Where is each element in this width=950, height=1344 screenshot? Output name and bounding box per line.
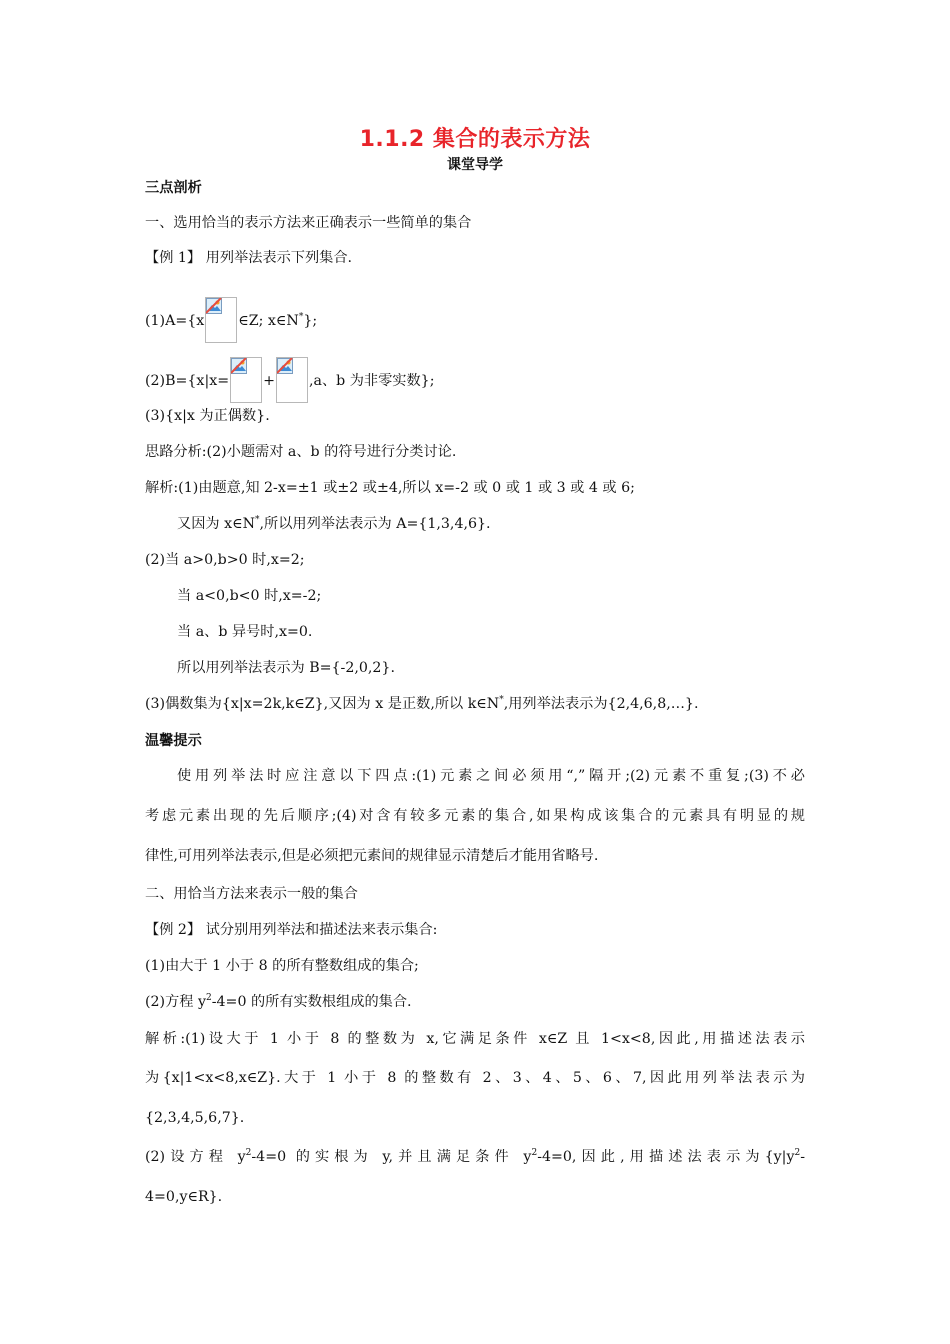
item1-text-b: ∈Z; x∈N xyxy=(238,313,299,329)
example2-prompt: 试分别用列举法和描述法来表示集合: xyxy=(205,922,438,938)
thinking-analysis: 思路分析:(2)小题需对 a、b 的符号进行分类讨论. xyxy=(145,444,457,460)
solution2-line2: 为{x|1<x<8,x∈Z}.大于 1 小于 8 的整数有 2、3、4、5、6、7,因此用列举法表示为 xyxy=(145,1070,805,1086)
sol2-l4-sup1: 2 xyxy=(245,1148,252,1158)
example1-label: 【例 1】 xyxy=(145,250,202,266)
sol2-l4-sup3: 2 xyxy=(794,1148,801,1158)
sol2-l4g: - xyxy=(800,1149,806,1165)
item2-plus: + xyxy=(263,373,275,389)
example2-item2 xyxy=(145,992,412,1012)
solution2-line3: {2,3,4,5,6,7}. xyxy=(145,1110,245,1126)
sol2-l4a: (2)设方程 y xyxy=(145,1149,246,1165)
example1-item2 xyxy=(145,357,435,403)
solution1-line3: (2)当 a>0,b>0 时,x=2; xyxy=(145,552,305,568)
example2-header xyxy=(145,920,437,940)
tip-line2: 考虑元素出现的先后顺序;(4)对含有较多元素的集合,如果构成该集合的元素具有明显的规 xyxy=(145,808,805,824)
item1-text-d: }; xyxy=(303,313,318,329)
solution1-line5: 当 a、b 异号时,x=0. xyxy=(177,624,313,640)
solution1-line6: 所以用列举法表示为 B={-2,0,2}. xyxy=(177,660,395,676)
broken-image-icon xyxy=(230,357,262,403)
part1-heading: 一、选用恰当的表示方法来正确表示一些简单的集合 xyxy=(145,215,472,231)
sol1-l2c: ,所以用列举法表示为 A={1,3,4,6}. xyxy=(259,516,491,532)
tip-heading: 温馨提示 xyxy=(145,733,202,749)
item1-text-a: (1)A={x xyxy=(145,313,205,329)
solution1-line2 xyxy=(177,514,491,534)
tip-line1: 使用列举法时应注意以下四点:(1)元素之间必须用“,”隔开;(2)元素不重复;(3)不必 xyxy=(177,768,805,784)
example1-prompt: 用列举法表示下列集合. xyxy=(205,250,353,266)
example2-label: 【例 2】 xyxy=(145,922,202,938)
example1-item1 xyxy=(145,297,317,343)
solution1-line4: 当 a<0,b<0 时,x=-2; xyxy=(177,588,322,604)
page-subtitle: 课堂导学 xyxy=(447,157,503,173)
solution1-line1: 解析:(1)由题意,知 2-x=±1 或±2 或±4,所以 x=-2 或 0 或 1 或 3 或 4 或 6; xyxy=(145,480,635,496)
page-title: 1.1.2 集合的表示方法 xyxy=(359,127,591,152)
solution2-line4 xyxy=(145,1147,805,1167)
broken-image-icon xyxy=(276,357,308,403)
solution2-line1: 解析:(1)设大于 1 小于 8 的整数为 x,它满足条件 x∈Z 且 1<x<8,因此,用描述法表示 xyxy=(145,1031,805,1047)
sol2-l4e: -4=0,因此,用描述法表示为{y|y xyxy=(537,1149,795,1165)
sol1-l7a: (3)偶数集为{x|x=2k,k∈Z},又因为 x 是正数,所以 k∈N xyxy=(145,696,500,712)
sol1-l7c: ,用列举法表示为{2,4,6,8,…}. xyxy=(503,696,699,712)
solution2-line5: 4=0,y∈R}. xyxy=(145,1189,223,1205)
sol1-l7-sup: * xyxy=(499,695,504,705)
ex2-item2-c: -4=0 的所有实数根组成的集合. xyxy=(211,994,412,1010)
sol2-l4c: -4=0 的实根为 y,并且满足条件 y xyxy=(251,1149,532,1165)
ex2-item2-sup: 2 xyxy=(206,993,212,1003)
item2-text-c: ,a、b 为非零实数}; xyxy=(309,373,435,389)
tip-line3: 律性,可用列举法表示,但是必须把元素间的规律显示清楚后才能用省略号. xyxy=(145,848,599,864)
example1-item3: (3){x|x 为正偶数}. xyxy=(145,408,270,424)
broken-image-icon xyxy=(205,297,237,343)
item1-sup: * xyxy=(298,312,304,322)
sol1-l2a: 又因为 x∈N xyxy=(177,516,255,532)
sol2-l4-sup2: 2 xyxy=(531,1148,538,1158)
solution1-line7 xyxy=(145,694,698,714)
example1-header xyxy=(145,248,352,268)
part2-heading: 二、用恰当方法来表示一般的集合 xyxy=(145,886,358,902)
example2-item1: (1)由大于 1 小于 8 的所有整数组成的集合; xyxy=(145,958,419,974)
item2-text-a: (2)B={x|x= xyxy=(145,373,230,389)
ex2-item2-a: (2)方程 y xyxy=(145,994,206,1010)
section-heading: 三点剖析 xyxy=(145,180,202,196)
sol1-l2-sup: * xyxy=(255,515,260,525)
